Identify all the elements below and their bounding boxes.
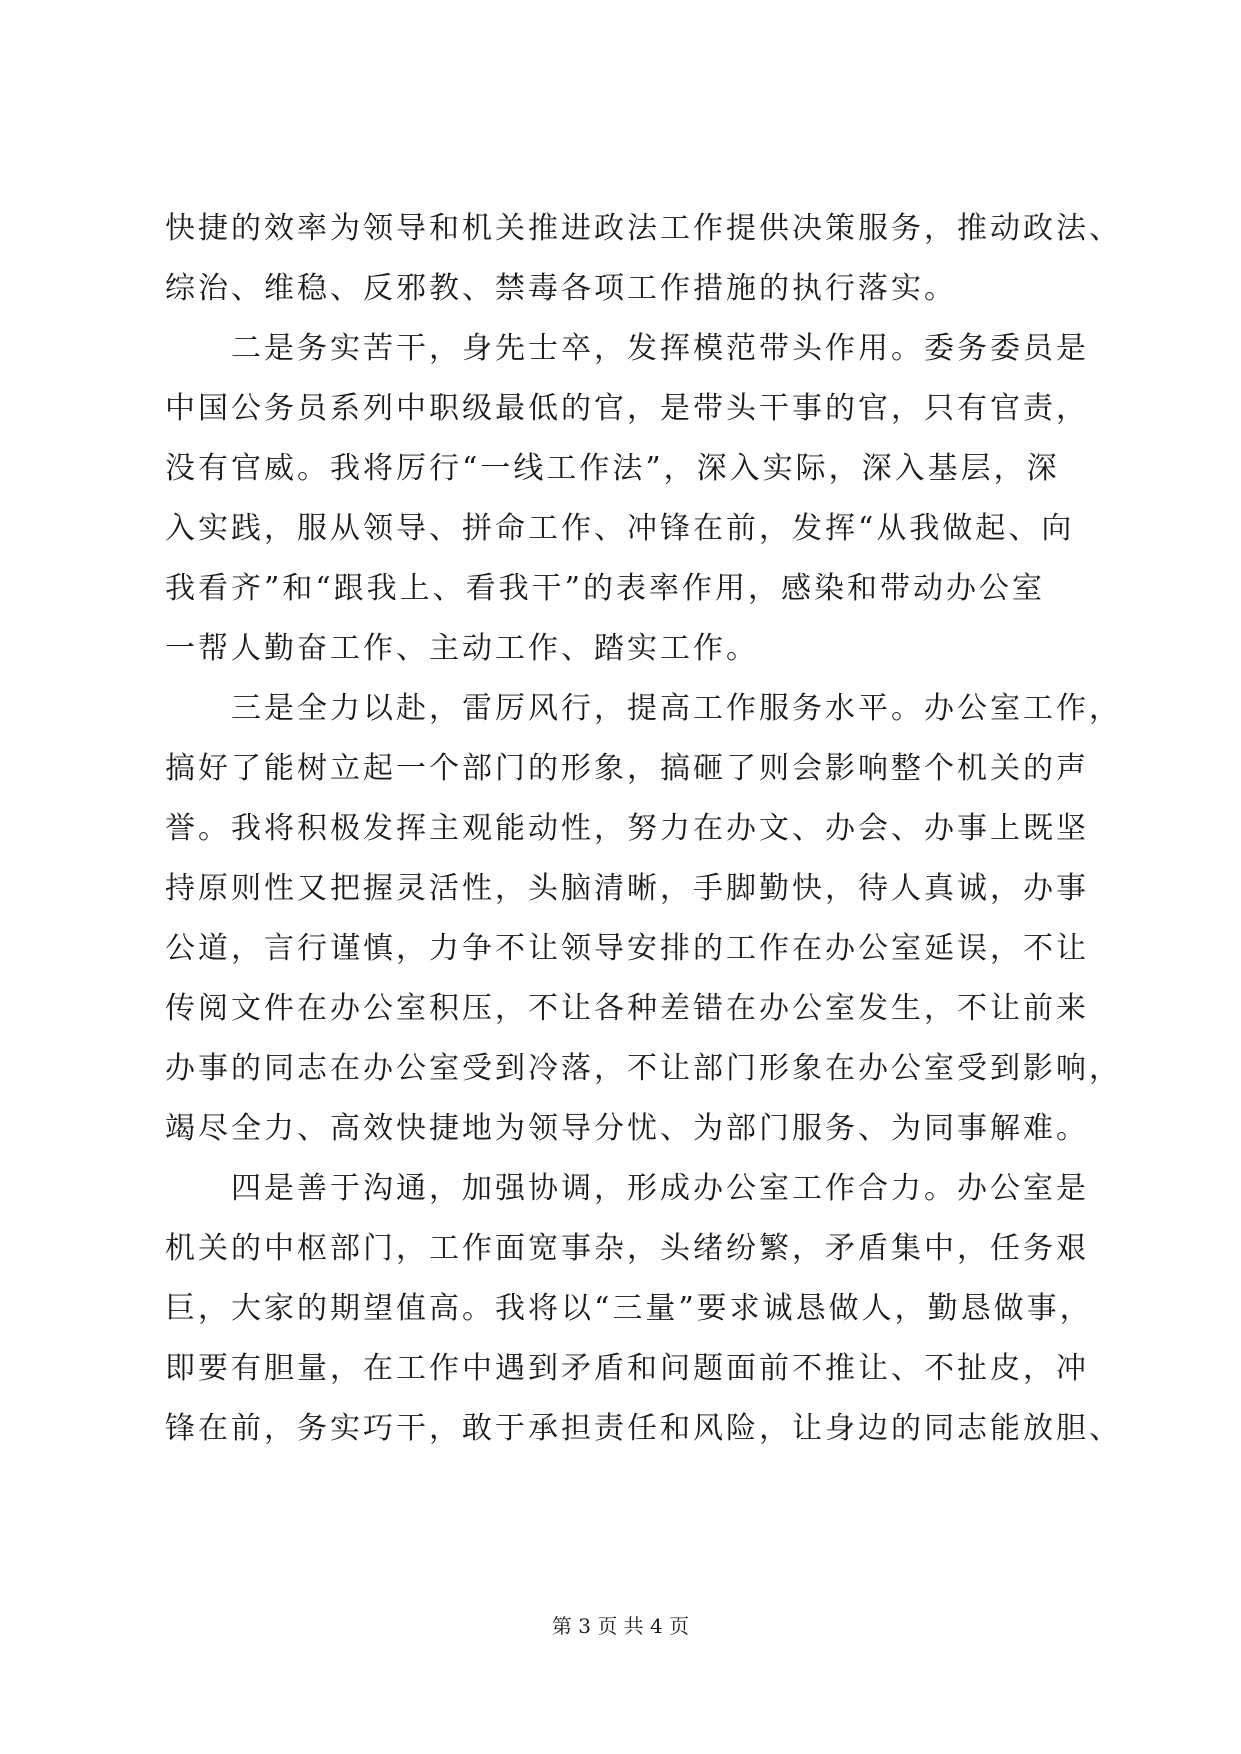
text-line: 传阅文件在办公室积压，不让各种差错在办公室发生，不让前来 [165, 991, 1089, 1026]
text-line: 持原则性又把握灵活性，头脑清晰，手脚勤快，待人真诚，办事 [165, 871, 1089, 906]
text-line: 中国公务员系列中职级最低的官，是带头干事的官，只有官责， [165, 391, 1089, 426]
paragraph-start-line: 四是善于沟通，加强协调，形成办公室工作合力。办公室是 [165, 1171, 1089, 1206]
text-line: 没有官威。我将厉行“一线工作法”，深入实际，深入基层，深 [165, 451, 1060, 486]
text-line: 综治、维稳、反邪教、禁毒各项工作措施的执行落实。 [165, 271, 957, 306]
text-line: 一帮人勤奋工作、主动工作、踏实工作。 [165, 631, 759, 666]
paragraph-start-line: 二是务实苦干，身先士卒，发挥模范带头作用。委务委员是 [165, 331, 1089, 366]
text-line: 机关的中枢部门，工作面宽事杂，头绪纷繁，矛盾集中，任务艰 [165, 1231, 1089, 1266]
text-line: 誉。我将积极发挥主观能动性，努力在办文、办会、办事上既坚 [165, 811, 1089, 846]
text-line: 锋在前，务实巧干，敢于承担责任和风险，让身边的同志能放胆、 [165, 1411, 1122, 1446]
document-body [165, 209, 1122, 1449]
text-line: 搞好了能树立起一个部门的形象，搞砸了则会影响整个机关的声 [165, 751, 1089, 786]
text-line: 我看齐”和“跟我上、看我干”的表率作用，感染和带动办公室 [165, 571, 1046, 606]
text-line: 即要有胆量，在工作中遇到矛盾和问题面前不推让、不扯皮，冲 [165, 1351, 1089, 1386]
text-line: 快捷的效率为领导和机关推进政法工作提供决策服务，推动政法、 [165, 211, 1122, 246]
text-line: 竭尽全力、高效快捷地为领导分忧、为部门服务、为同事解难。 [165, 1111, 1089, 1146]
text-line: 入实践，服从领导、拼命工作、冲锋在前，发挥“从我做起、向 [165, 511, 1075, 546]
text-line: 巨，大家的期望值高。我将以“三量”要求诚恳做人，勤恳做事， [165, 1291, 1093, 1326]
text-line: 办事的同志在办公室受到冷落，不让部门形象在办公室受到影响， [165, 1051, 1122, 1086]
paragraph-start-line: 三是全力以赴，雷厉风行，提高工作服务水平。办公室工作， [165, 691, 1122, 726]
text-line: 公道，言行谨慎，力争不让领导安排的工作在办公室延误，不让 [165, 931, 1089, 966]
page-number-footer: 第 3 页 共 4 页 [551, 1614, 690, 1638]
